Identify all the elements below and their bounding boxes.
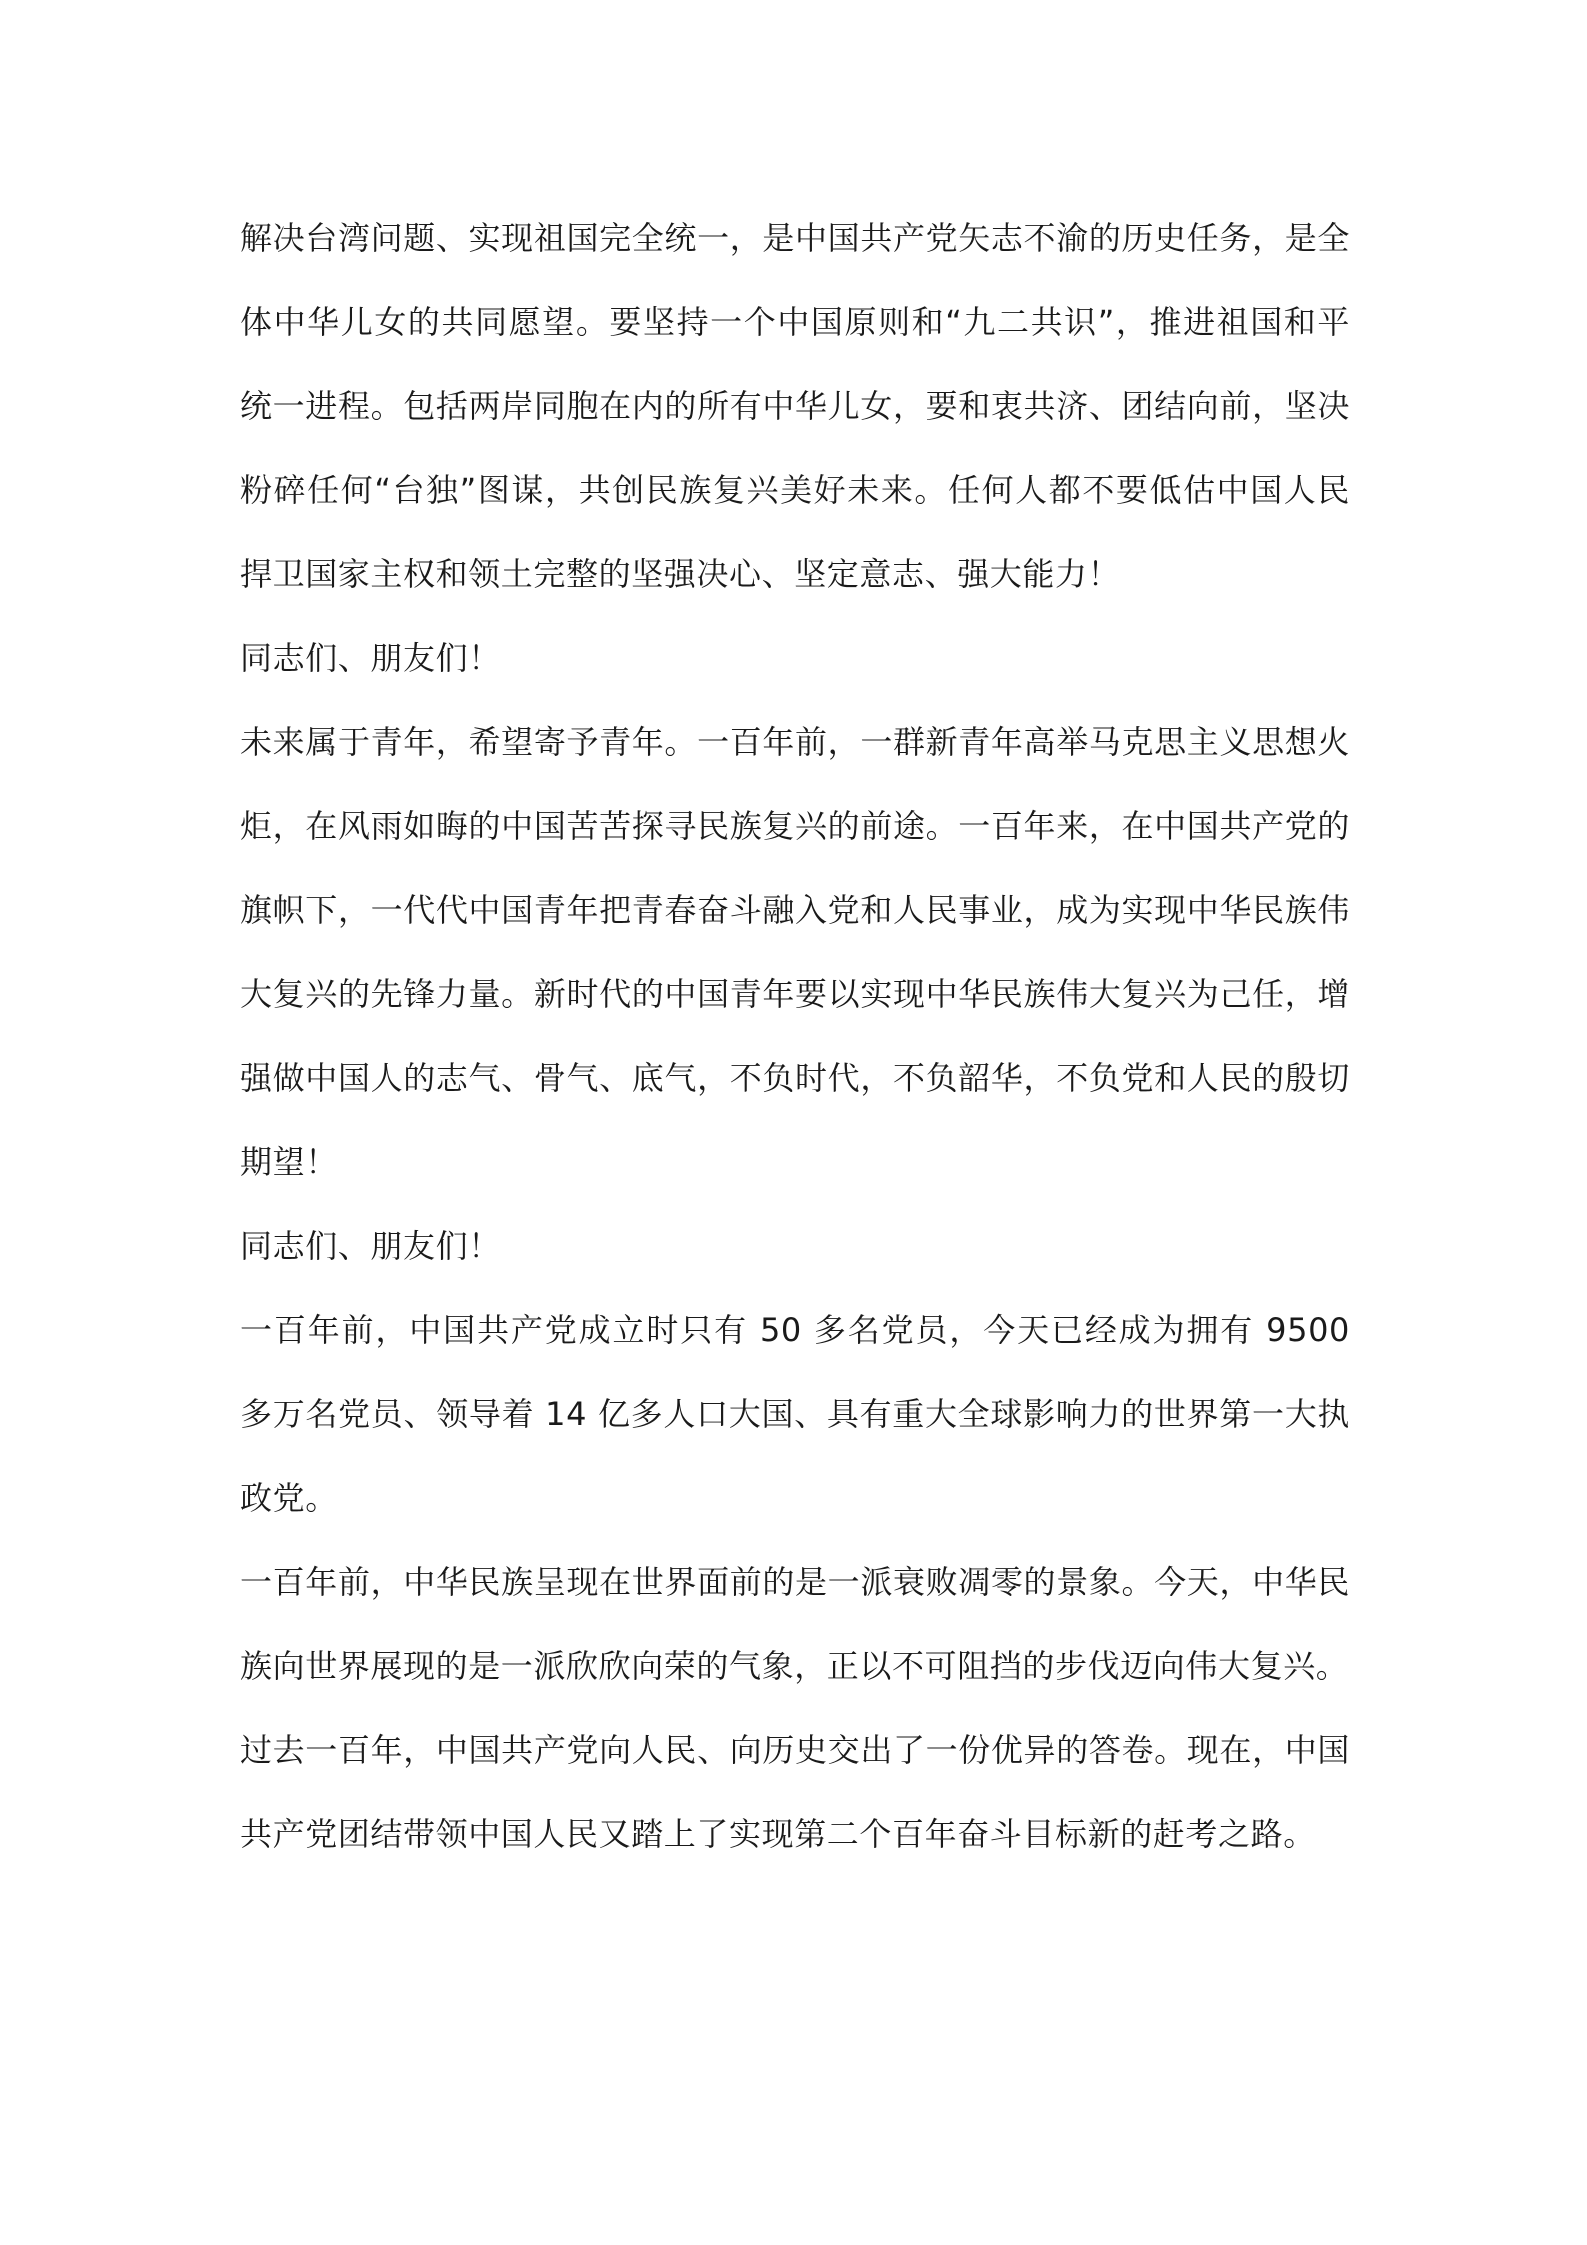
- paragraph-new-journey: 过去一百年，中国共产党向人民、向历史交出了一份优异的答卷。现在，中国共产党团结带领中国人民又踏上了实现第二个百年奋斗目标新的赶考之路。: [240, 1731, 1350, 1853]
- document-body: [240, 196, 1350, 1876]
- paragraph-taiwan-reunification: 解决台湾问题、实现祖国完全统一，是中国共产党矢志不渝的历史任务，是全体中华儿女的共同愿望。要坚持一个中国原则和“九二共识”，推进祖国和平统一进程。包括两岸同胞在内的所有中华儿女，要和衷共济、团结向前，坚决粉碎任何“台独”图谋，共创民族复兴美好未来。任何人都不要低估中国人民捍卫国家主权和领土完整的坚强决心、坚定意志、强大能力！: [240, 219, 1350, 593]
- paragraph-nation-rejuvenation: 一百年前，中华民族呈现在世界面前的是一派衰败凋零的景象。今天，中华民族向世界展现的是一派欣欣向荣的气象，正以不可阻挡的步伐迈向伟大复兴。: [240, 1563, 1350, 1685]
- paragraph-party-members: 一百年前，中国共产党成立时只有 50 多名党员，今天已经成为拥有 9500 多万名党员、领导着 14 亿多人口大国、具有重大全球影响力的世界第一大执政党。: [240, 1311, 1350, 1517]
- paragraph-salutation: 同志们、朋友们！: [240, 639, 501, 677]
- paragraph-youth: 未来属于青年，希望寄予青年。一百年前，一群新青年高举马克思主义思想火炬，在风雨如晦的中国苦苦探寻民族复兴的前途。一百年来，在中国共产党的旗帜下，一代代中国青年把青春奋斗融入党和人民事业，成为实现中华民族伟大复兴的先锋力量。新时代的中国青年要以实现中华民族伟大复兴为己任，增强做中国人的志气、骨气、底气，不负时代，不负韶华，不负党和人民的殷切期望！: [240, 723, 1350, 1181]
- paragraph-salutation: 同志们、朋友们！: [240, 1227, 501, 1265]
